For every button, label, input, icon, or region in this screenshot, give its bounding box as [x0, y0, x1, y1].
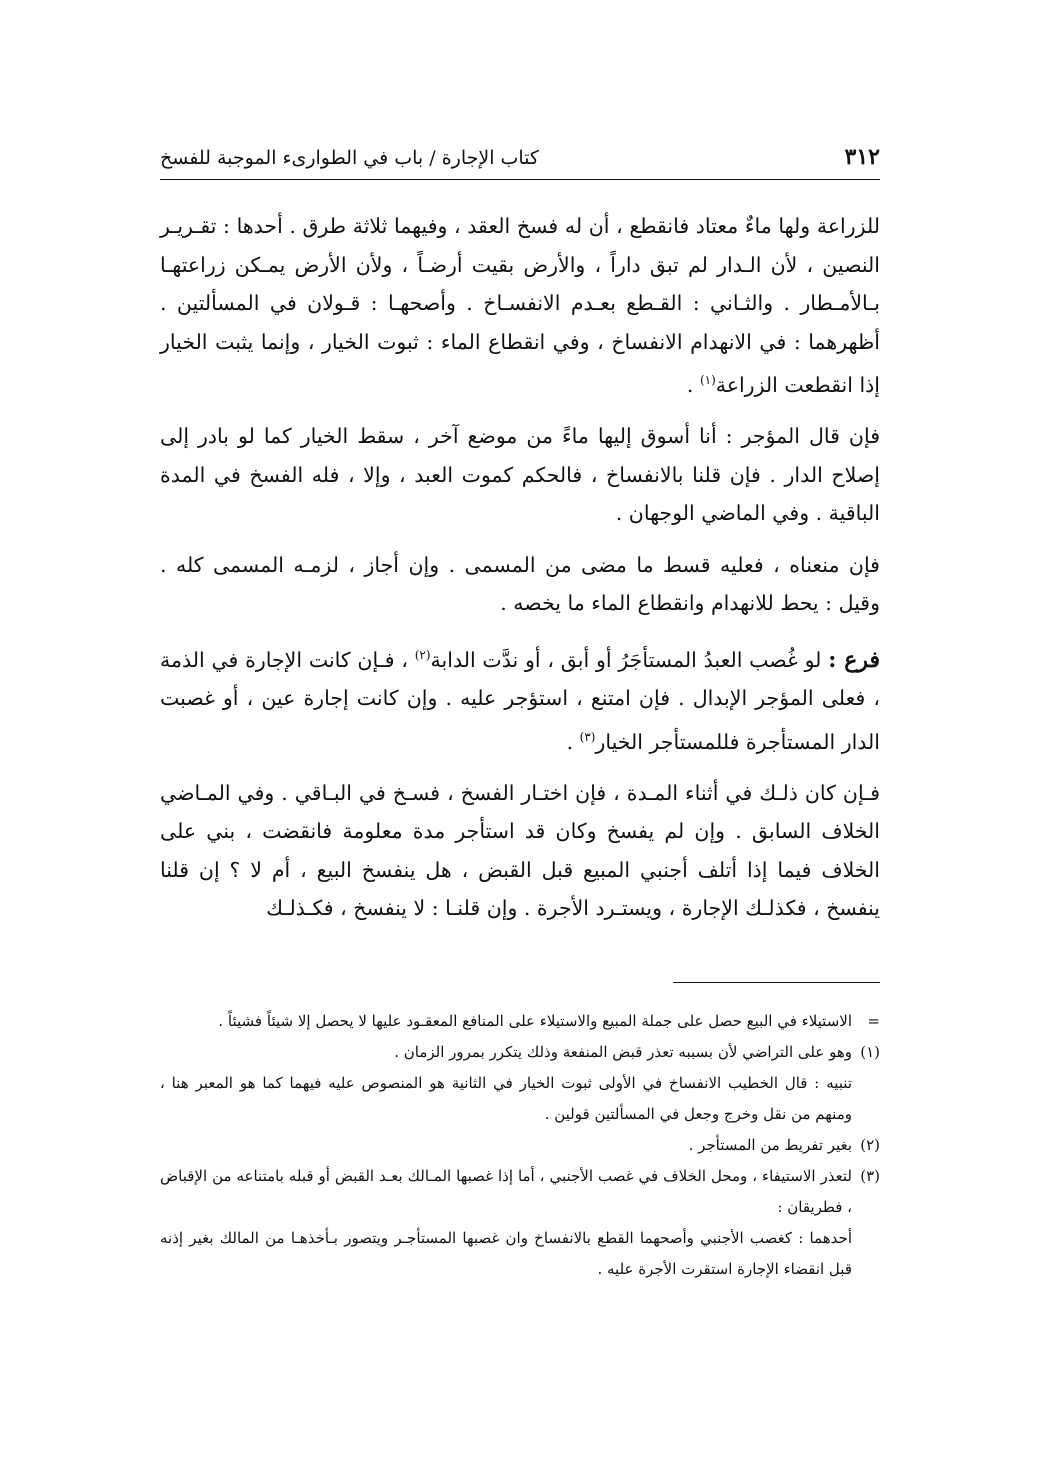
- footnote-divider: [673, 982, 880, 983]
- footnotes: [160, 1006, 880, 1285]
- paragraph-5: فـإن كان ذلـك في أثناء المـدة ، فإن اختـار الفسخ ، فسـخ في البـاقي . وفي المـاضي الخلاف السابق . وإن لم يفسخ وكان قد استأجر مدة معلومة فانقضت ، بني على الخلاف فيما إذا أتلف أجنبي المبيع قبل القبض ، هل ينفسخ البيع ، أم لا ؟ إن قلنا ينفسخ ، فكذلـك الإجارة ، ويستـرد الأجرة . وإن قلنـا : لا ينفسخ ، فكـذلـك: [160, 780, 880, 921]
- paragraph-3: فإن منعناه ، فعليه قسط ما مضى من المسمى . وإن أجاز ، لزمـه المسمى كله . وقيل : يحط للانهدام وانقطاع الماء ما يخصه .: [160, 552, 880, 616]
- running-title: كتاب الإجارة / باب في الطوارىء الموجبة للفسخ: [160, 147, 539, 169]
- paragraph-2: فإن قال المؤجر : أنا أسوق إليها ماءً من موضع آخر ، سقط الخيار كما لو بادر إلى إصلاح الدار . فإن قلنا بالانفساخ ، فالحكم كموت العبد ، وإلا ، فله الفسخ في المدة الباقية . وفي الماضي الوجهان .: [160, 424, 881, 526]
- footnote-1-note: تنبيه : قال الخطيب الانفساخ في الأولى ثبوت الخيار في الثانية هو المنصوص عليه فيهما كما هو المعبر هنا ، ومنهم من نقل وخرج وجعل في المسألتين قولين .: [160, 1074, 852, 1123]
- paragraph-1: للزراعة ولها ماءٌ معتاد فانقطع ، أن له فسخ العقد ، وفيهما ثلاثة طرق . أحدها : تقـريـر النصين ، لأن الـدار لم تبق داراً ، والأرض بقيت أرضـاً ، ولأن الأرض يمـكن زراعتهـا بـالأمـطار . والثـاني : القـطع بعـدم الانفسـاخ . وأصحهـا : قـولان في المسألتين . أظهرهما : في الانهدام الانفساخ ، وفي انقطاع الماء : ثبوت الخيار ، وإنما يثبت الخيار إذا انقطعت الزراعة$^{(١)}$ .: [160, 214, 880, 397]
- footnote-ref-1: (١): [699, 373, 716, 387]
- footnote-3: (٣) لتعذر الاستيفاء ، ومحل الخلاف في غصب الأجنبي ، أما إذا غصبها المـالك بعـد القبض أو قبله بامتناعه من الإقباض ، فطريقان :: [160, 1167, 880, 1216]
- main-text: [160, 207, 880, 941]
- footnote-ref-3: (٣): [579, 729, 596, 744]
- footnote-continuation: = الاستيلاء في البيع حصل على جملة المبيع والاستيلاء على المنافع المعقـود عليها لا يحصل إلا شيئاً فشيئاً .: [218, 1012, 880, 1030]
- header-divider: [160, 179, 880, 180]
- page-header: [160, 144, 880, 170]
- footnote-2: (٢) بغير تفريط من المستأجر .: [688, 1136, 880, 1154]
- footnote-1: (١) وهو على التراضي لأن بسببه تعذر قبض المنفعة وذلك يتكرر بمرور الزمان .: [394, 1043, 880, 1061]
- paragraph-4: فرع : لو غُصب العبدُ المستأجَرُ أو أبق ، أو ندَّت الدابة$^{(٢)}$ ، فـإن كانت الإجارة في الذمة ، فعلى المؤجر الإبدال . فإن امتنع ، استؤجر عليه . وإن كانت إجارة عين ، أو غصبت الدار المستأجرة فللمستأجر الخيار$^{(٣)}$ .: [160, 646, 881, 754]
- page-number: ٣١٢: [844, 144, 880, 170]
- footnote-3-continuation: أحدهما : كغصب الأجنبي وأصحهما القطع بالانفساخ وان غصبها المستأجـر ويتصور بـأخذهـا من المالك بغير إذنه قبل انقضاء الإجارة استقرت الأجرة عليه .: [160, 1229, 852, 1278]
- far-label: فرع :: [828, 646, 881, 673]
- footnote-ref-2: (٢): [414, 647, 431, 662]
